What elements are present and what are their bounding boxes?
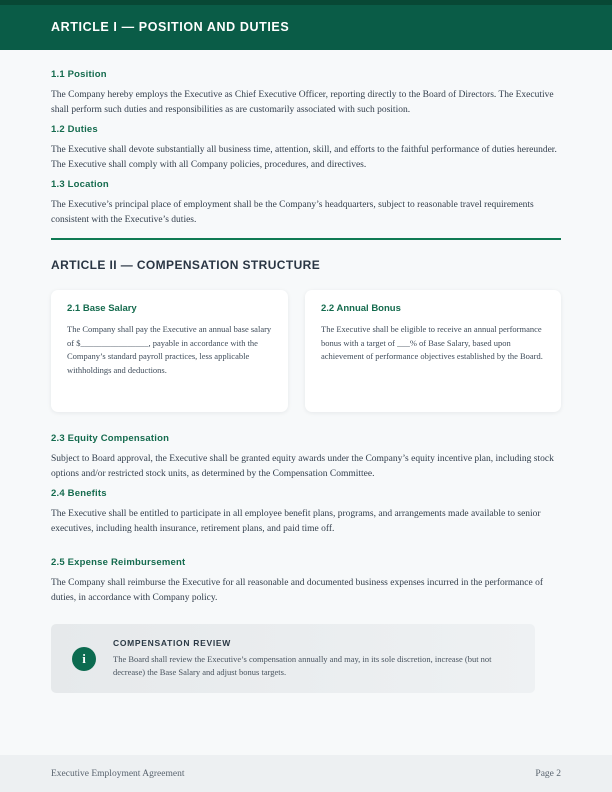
footer-document-title: Executive Employment Agreement (51, 768, 185, 779)
section-1-3-body: The Executive’s principal place of employment shall be the Company’s headquarters, subject to reasonable travel requirements consistent with the Executive’s duties. (51, 200, 534, 225)
section-2-4-body: The Executive shall be entitled to participate in all employee benefit plans, programs, and arrangements made available to senior executives, including health insurance, retirement plans, and paid time off. (51, 509, 541, 534)
compensation-cards (51, 290, 561, 412)
article-1-header-bar (0, 0, 612, 50)
base-salary-card (51, 290, 288, 412)
section-1-1-heading: 1.1 Position (51, 69, 107, 80)
card-2-2-body: The Executive shall be eligible to receive an annual performance bonus with a target of ___% of Base Salary, based upon achievement of performance objectives established by the Board. (321, 324, 543, 361)
card-2-2-heading: 2.2 Annual Bonus (321, 303, 401, 314)
footer-page-number: Page 2 (535, 768, 561, 779)
section-1-3-heading: 1.3 Location (51, 179, 109, 190)
header-accent-strip (0, 0, 612, 5)
compensation-review-callout (51, 624, 535, 693)
article-2-title: ARTICLE II — COMPENSATION STRUCTURE (51, 258, 321, 272)
callout-text (113, 638, 503, 679)
article-1-title: ARTICLE I — POSITION AND DUTIES (51, 20, 290, 34)
section-2-3-body: Subject to Board approval, the Executive shall be granted equity awards under the Company’s equity incentive plan, including stock options and/or restricted stock units, as determined by the Compensation Committee. (51, 454, 554, 479)
section-1-2-body: The Executive shall devote substantially all business time, attention, skill, and efforts to the faithful performance of duties hereunder. The Executive shall comply with all Company policies, procedures, and directives. (51, 145, 557, 170)
section-1-1-body: The Company hereby employs the Executive as Chief Executive Officer, reporting directly to the Board of Directors. The Executive shall perform such duties and responsibilities as are customarily associated with such position. (51, 90, 554, 115)
annual-bonus-card (305, 290, 561, 412)
section-1-2-heading: 1.2 Duties (51, 124, 98, 135)
section-2-4-heading: 2.4 Benefits (51, 488, 107, 499)
card-2-1-heading: 2.1 Base Salary (67, 303, 137, 314)
callout-title: COMPENSATION REVIEW (113, 638, 231, 648)
section-2-5-body: The Company shall reimburse the Executive for all reasonable and documented business expenses incurred in the performance of duties, in accordance with Company policy. (51, 578, 543, 603)
section-2-3-heading: 2.3 Equity Compensation (51, 433, 170, 444)
section-2-5-heading: 2.5 Expense Reimbursement (51, 557, 186, 568)
callout-body: The Board shall review the Executive’s compensation annually and may, in its sole discretion, increase (but not decrease) the Base Salary and adjust bonus targets. (113, 654, 492, 677)
card-2-1-body: The Company shall pay the Executive an annual base salary of $________________, payable in accordance with the Company’s standard payroll practices, less applicable withholdings and deductions. (67, 324, 272, 375)
page-footer (0, 755, 612, 792)
info-icon: i (72, 647, 96, 671)
article-divider (51, 238, 561, 240)
document-content (0, 69, 612, 693)
